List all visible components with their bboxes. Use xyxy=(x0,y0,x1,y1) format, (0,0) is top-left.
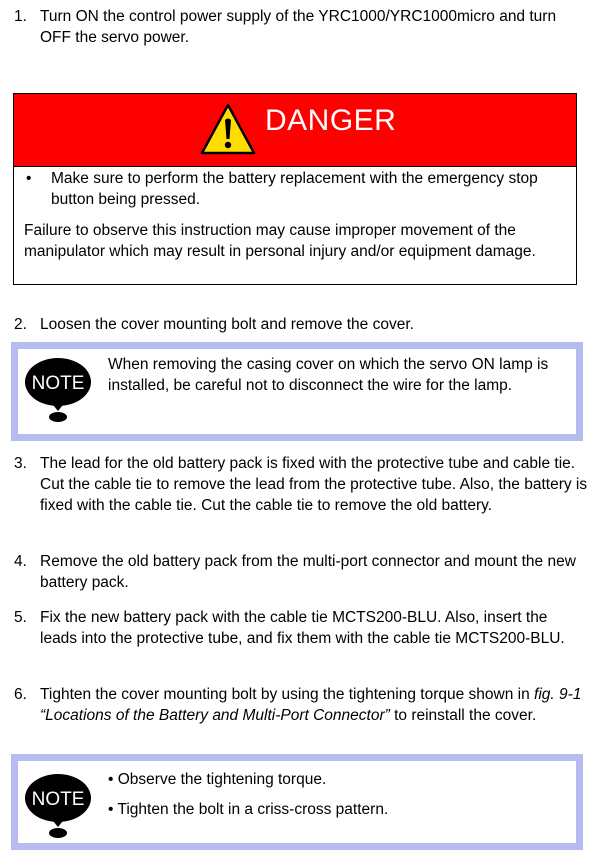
step-number: 2. xyxy=(14,316,27,333)
danger-box xyxy=(13,93,577,285)
step-number: 4. xyxy=(14,553,27,570)
note-box xyxy=(11,754,583,850)
note-box xyxy=(11,342,583,441)
note-speech-icon xyxy=(24,771,92,839)
note-speech-icon xyxy=(24,355,92,423)
note-item: • Observe the tightening torque. xyxy=(108,771,327,788)
step-text-after: to reinstall the cover. xyxy=(389,707,537,724)
note-item: • Tighten the bolt in a criss-cross pattern. xyxy=(108,801,389,818)
step-number: 1. xyxy=(14,8,27,25)
danger-bullet: • xyxy=(26,170,32,187)
step-text: Remove the old battery pack from the multi-port connector and mount the new battery pack. xyxy=(40,553,576,591)
danger-header xyxy=(14,94,576,167)
note-label: NOTE xyxy=(31,373,85,394)
note-label: NOTE xyxy=(31,789,85,810)
step-text: Turn ON the control power supply of the YRC1000/YRC1000micro and turn OFF the servo power. xyxy=(40,8,557,46)
note-text: When removing the casing cover on which the servo ON lamp is installed, be careful not to disconnect the wire for the lamp. xyxy=(108,356,549,394)
step-text: Fix the new battery pack with the cable tie MCTS200-BLU. Also, insert the leads into the protective tube, and fix them with the cable tie MCTS200-BLU. xyxy=(40,609,565,647)
step-number: 5. xyxy=(14,609,27,626)
figure-reference: fig. 9-1 “Locations of the Battery and Multi-Port Connector” xyxy=(40,686,582,724)
step-number: 3. xyxy=(14,455,27,472)
step-number: 6. xyxy=(14,686,27,703)
danger-item: Make sure to perform the battery replacement with the emergency stop button being pressed. xyxy=(51,170,538,208)
danger-consequence: Failure to observe this instruction may cause improper movement of the manipulator which may result in personal injury and/or equipment damage. xyxy=(24,222,536,260)
step-text: Loosen the cover mounting bolt and remove the cover. xyxy=(40,316,414,333)
step-text-before: Tighten the cover mounting bolt by using the tightening torque shown in xyxy=(40,686,530,703)
danger-title: DANGER xyxy=(265,104,397,137)
step-text: The lead for the old battery pack is fixed with the protective tube and cable tie. Cut the cable tie to remove the lead from the protective tube. Also, the battery is fixed with the cable tie. Cut the cable tie to remove the old battery. xyxy=(40,455,588,514)
step-text xyxy=(40,684,588,726)
warning-triangle-icon xyxy=(199,102,257,156)
